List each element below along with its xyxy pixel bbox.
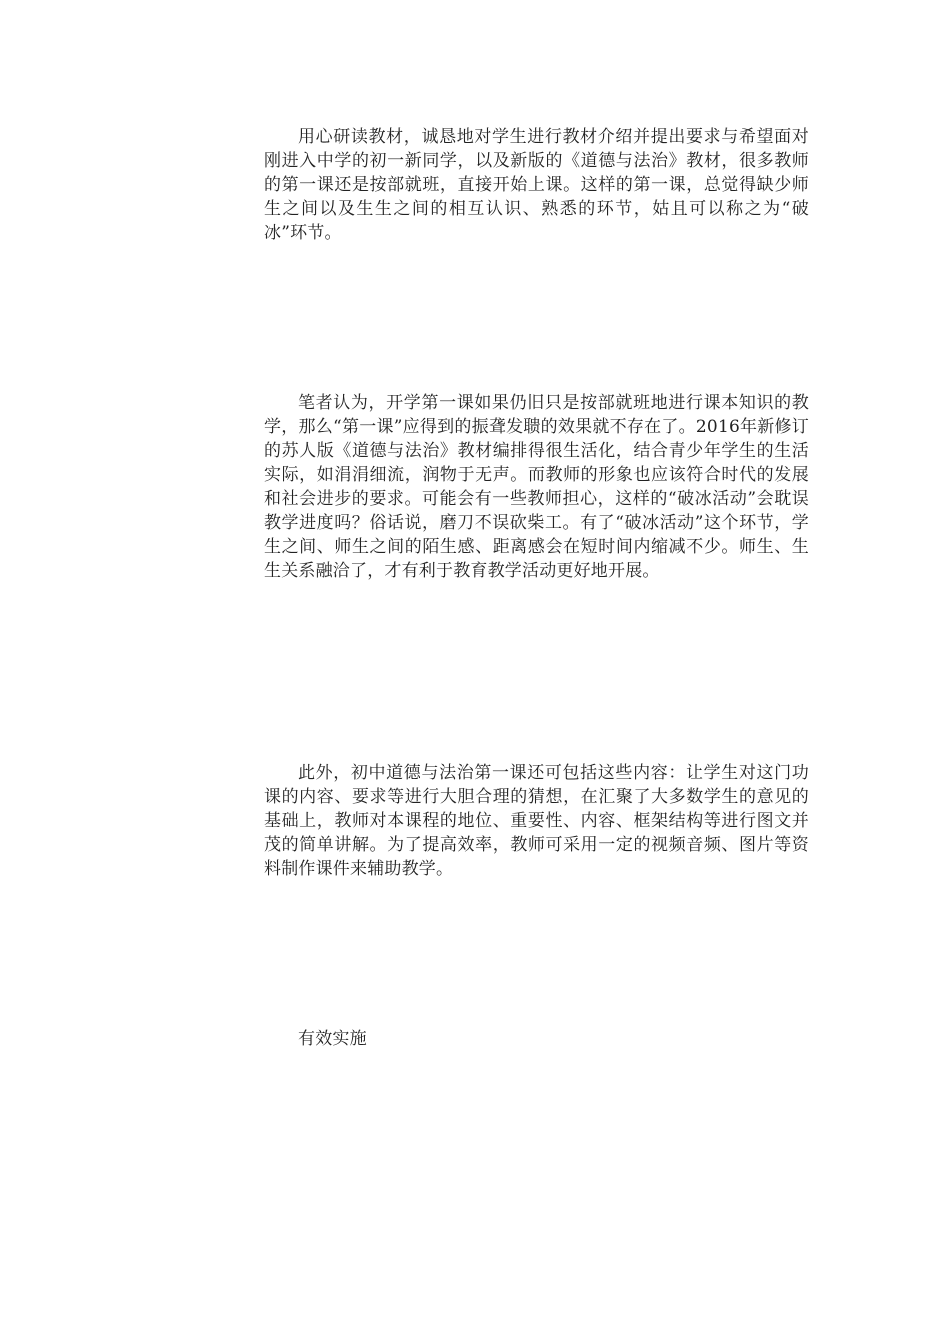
paragraph-additional-content: 此外，初中道德与法治第一课还可包括这些内容：让学生对这门功课的内容、要求等进行大胆合理的猜想，在汇聚了大多数学生的意见的基础上，教师对本课程的地位、重要性、内容、框架结构等进行图文并茂的简单讲解。为了提高效率，教师可采用一定的视频音频、图片等资料制作课件来辅助教学。 (264, 763, 809, 879)
paragraph-author-opinion: 笔者认为，开学第一课如果仍旧只是按部就班地进行课本知识的教学，那么“第一课”应得到的振聋发聩的效果就不存在了。2016年新修订的苏人版《道德与法治》教材编排得很生活化，结合青少年学生的生活实际，如涓涓细流，润物于无声。而教师的形象也应该符合时代的发展和社会进步的要求。可能会有一些教师担心，这样的“破冰活动”会耽误教学进度吗？俗话说，磨刀不误砍柴工。有了“破冰活动”这个环节，学生之间、师生之间的陌生感、距离感会在短时间内缩减不少。师生、生生关系融洽了，才有利于教育教学活动更好地开展。 (264, 393, 809, 581)
section-heading-implementation: 有效实施 (298, 1029, 367, 1049)
paragraph-textbook-introduction: 用心研读教材，诚恳地对学生进行教材介绍并提出要求与希望面对刚进入中学的初一新同学，以及新版的《道德与法治》教材，很多教师的第一课还是按部就班，直接开始上课。这样的第一课，总觉得缺少师生之间以及生生之间的相互认识、熟悉的环节，姑且可以称之为“破冰”环节。 (264, 127, 809, 243)
